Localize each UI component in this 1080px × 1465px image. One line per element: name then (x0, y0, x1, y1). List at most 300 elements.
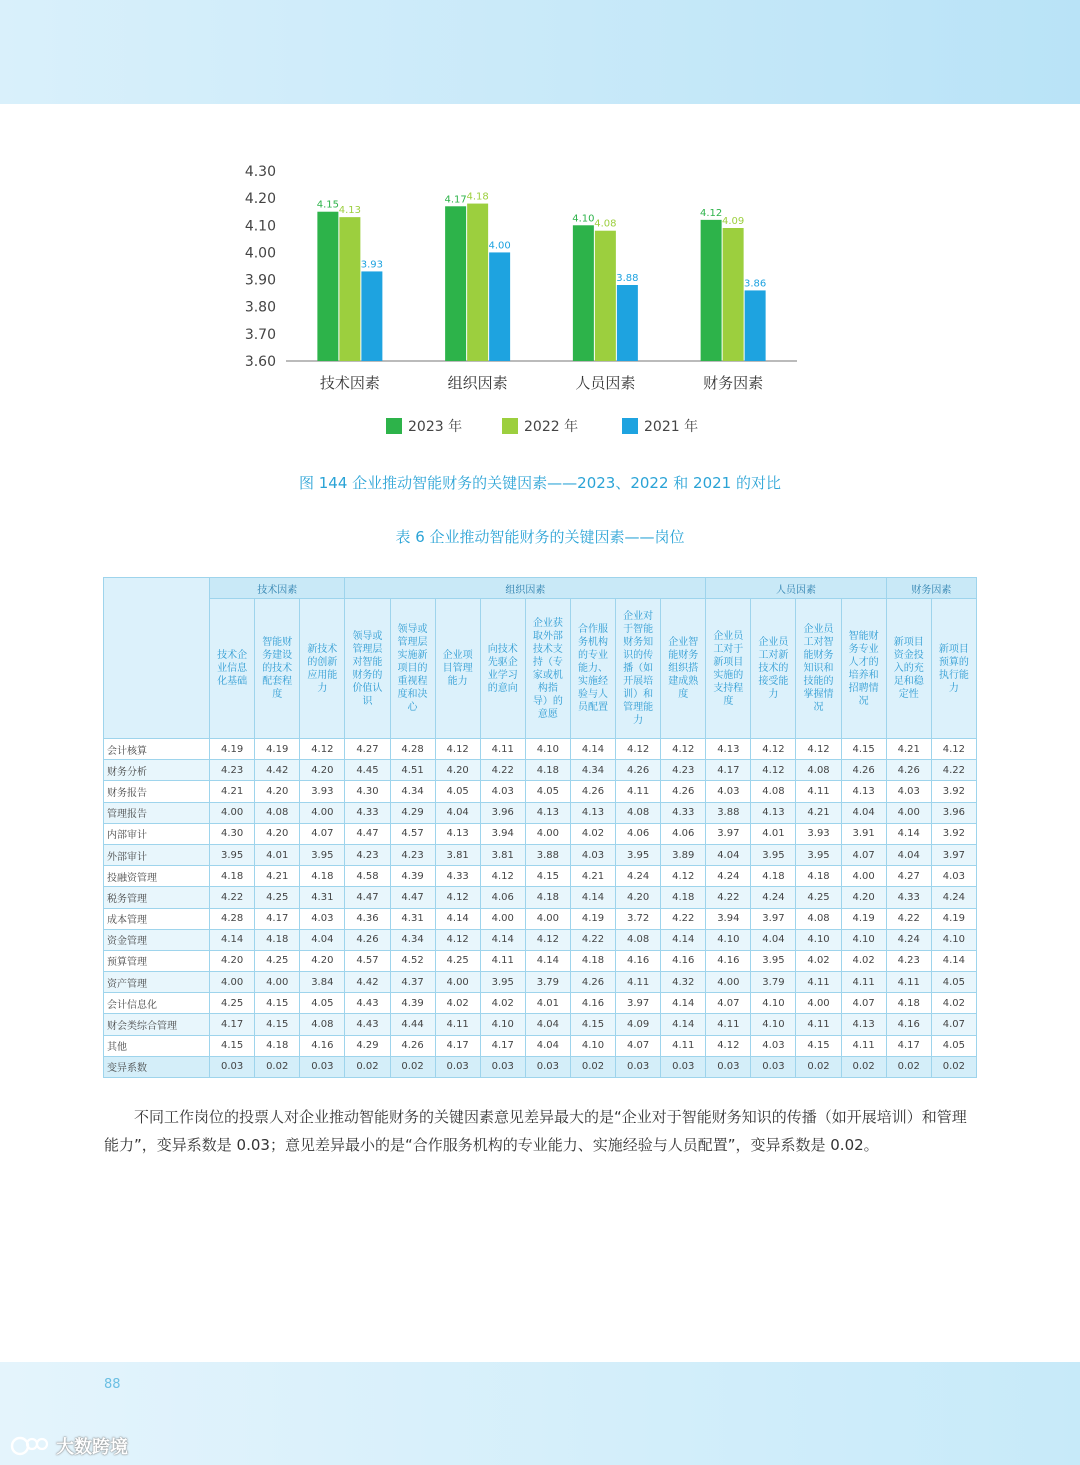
y-tick-label: 4.20 (244, 191, 276, 208)
table-cell: 4.19 (570, 908, 615, 929)
table-cell: 0.03 (616, 1056, 661, 1077)
table-cell: 4.23 (345, 844, 390, 865)
table-column-label (390, 599, 435, 739)
table-cell: 0.02 (570, 1056, 615, 1077)
column-label-text: 领导或管理层对智能财务的价值认识 (352, 630, 383, 707)
table-cell: 4.16 (570, 993, 615, 1014)
row-label: 会计信息化 (104, 993, 210, 1014)
table-cell: 4.42 (255, 760, 300, 781)
column-label-text: 企业员工对于新项目实施的支持程度 (713, 630, 744, 707)
table-cell: 3.81 (480, 844, 525, 865)
table-cell: 4.02 (931, 993, 976, 1014)
table-cell: 3.96 (480, 802, 525, 823)
y-tick-label: 3.90 (244, 272, 276, 289)
table-cell: 4.32 (661, 972, 706, 993)
table-cell: 3.97 (751, 908, 796, 929)
table-group-label: 财务因素 (886, 578, 976, 599)
table-row (104, 781, 977, 802)
table-cell: 4.16 (300, 1035, 345, 1056)
table-cell: 4.27 (886, 866, 931, 887)
table-cell: 4.10 (751, 1014, 796, 1035)
table-cell: 4.12 (751, 739, 796, 760)
table-cell: 4.11 (796, 972, 841, 993)
table-cell: 4.12 (435, 929, 480, 950)
table-cell: 4.11 (841, 1035, 886, 1056)
table-cell: 4.03 (751, 1035, 796, 1056)
table-cell: 4.20 (616, 887, 661, 908)
table-cell: 3.97 (706, 823, 751, 844)
row-label: 内部审计 (104, 823, 210, 844)
table-cell: 0.03 (525, 1056, 570, 1077)
bar-2-2 (617, 285, 638, 361)
table-cell: 4.03 (300, 908, 345, 929)
table-cell: 4.07 (300, 823, 345, 844)
table-cell: 3.93 (796, 823, 841, 844)
table-cell: 0.02 (931, 1056, 976, 1077)
table-cell: 4.17 (480, 1035, 525, 1056)
legend-swatch (502, 418, 518, 434)
table-cell: 4.31 (390, 908, 435, 929)
table-cell: 4.00 (210, 972, 255, 993)
table-cell: 4.09 (616, 1014, 661, 1035)
x-tick-label: 财务因素 (703, 374, 764, 392)
table-cell: 4.25 (435, 950, 480, 971)
table-cell: 4.19 (841, 908, 886, 929)
table-cell: 3.95 (300, 844, 345, 865)
table-cell: 0.03 (300, 1056, 345, 1077)
table-cell: 4.04 (841, 802, 886, 823)
table-cell: 4.08 (796, 908, 841, 929)
table-cell: 4.12 (706, 1035, 751, 1056)
table-cell: 4.20 (255, 823, 300, 844)
row-label: 财务分析 (104, 760, 210, 781)
y-tick-label: 3.60 (244, 354, 276, 370)
x-tick-label: 技术因素 (319, 374, 380, 392)
table-cell: 4.14 (661, 1014, 706, 1035)
cv-row (104, 1056, 977, 1077)
bar-chart (230, 150, 810, 450)
table-cell: 4.23 (661, 760, 706, 781)
table-cell: 4.16 (706, 950, 751, 971)
table-cell: 4.08 (616, 929, 661, 950)
table-row (104, 908, 977, 929)
bar-value-label: 3.86 (743, 278, 767, 290)
table-cell: 4.06 (661, 823, 706, 844)
table-cell: 4.14 (661, 993, 706, 1014)
table-cell: 4.13 (570, 802, 615, 823)
table-cell: 4.12 (661, 739, 706, 760)
table-cell: 4.12 (300, 739, 345, 760)
table-cell: 4.04 (525, 1035, 570, 1056)
table-cell: 4.15 (255, 993, 300, 1014)
table-column-label (661, 599, 706, 739)
bar-value-label: 3.93 (360, 259, 384, 271)
table-cell: 4.05 (435, 781, 480, 802)
table-cell: 4.25 (255, 950, 300, 971)
table-cell: 3.95 (480, 972, 525, 993)
table-cell: 4.29 (390, 802, 435, 823)
table-cell: 4.14 (661, 929, 706, 950)
table-row (104, 972, 977, 993)
table-cell: 4.10 (841, 929, 886, 950)
table-cell: 4.20 (300, 950, 345, 971)
table-cell: 4.18 (796, 866, 841, 887)
table-cell: 4.34 (570, 760, 615, 781)
table-cell: 4.52 (390, 950, 435, 971)
table-title: 表 6 企业推动智能财务的关键因素——岗位 (395, 528, 685, 546)
table-cell: 4.14 (480, 929, 525, 950)
table-cell: 0.03 (661, 1056, 706, 1077)
table-cell: 3.92 (931, 781, 976, 802)
table-cell: 0.03 (480, 1056, 525, 1077)
table-cell: 4.27 (345, 739, 390, 760)
table-cell: 4.00 (525, 823, 570, 844)
table-cell: 0.03 (706, 1056, 751, 1077)
legend-label: 2022 年 (524, 419, 579, 435)
bar-value-label: 4.17 (444, 194, 467, 206)
table-cell: 0.02 (255, 1056, 300, 1077)
table-column-label (616, 599, 661, 739)
table-cell: 4.12 (796, 739, 841, 760)
row-label: 资产管理 (104, 972, 210, 993)
table-cell: 4.10 (706, 929, 751, 950)
x-tick-label: 人员因素 (575, 374, 636, 392)
table-cell: 4.25 (796, 887, 841, 908)
legend-label: 2023 年 (408, 419, 463, 435)
table-cell: 3.79 (525, 972, 570, 993)
table-cell: 0.02 (796, 1056, 841, 1077)
table-cell: 4.18 (751, 866, 796, 887)
table-cell: 4.34 (390, 781, 435, 802)
bar-0-0 (317, 212, 338, 361)
table-cell: 3.95 (796, 844, 841, 865)
table-cell: 4.14 (570, 887, 615, 908)
table-cell: 4.08 (255, 802, 300, 823)
row-label: 变异系数 (104, 1056, 210, 1077)
table-cell: 4.00 (480, 908, 525, 929)
y-tick-label: 4.30 (244, 164, 276, 180)
table-cell: 4.18 (255, 929, 300, 950)
table-cell: 4.19 (931, 908, 976, 929)
table-corner-cell (104, 578, 210, 739)
table-cell: 4.08 (616, 802, 661, 823)
y-tick-label: 3.80 (244, 299, 276, 316)
bar-value-label: 4.12 (699, 207, 723, 219)
table-column-label (796, 599, 841, 739)
column-label-text: 企业对于智能财务知识的传播（如开展培训）和管理能力 (623, 611, 654, 726)
table-group-label: 技术因素 (210, 578, 345, 599)
table-cell: 4.26 (345, 929, 390, 950)
table-cell: 4.15 (525, 866, 570, 887)
table-cell: 4.31 (300, 887, 345, 908)
table-cell: 4.51 (390, 760, 435, 781)
table-cell: 4.18 (886, 993, 931, 1014)
row-label: 预算管理 (104, 950, 210, 971)
table-cell: 0.02 (886, 1056, 931, 1077)
table-cell: 4.21 (886, 739, 931, 760)
data-table (103, 577, 977, 1078)
table-column-label (751, 599, 796, 739)
table-cell: 3.96 (931, 802, 976, 823)
table-column-header (104, 599, 977, 739)
table-cell: 4.05 (931, 1035, 976, 1056)
table-column-label (435, 599, 480, 739)
table-cell: 3.84 (300, 972, 345, 993)
table-cell: 3.81 (435, 844, 480, 865)
table-cell: 4.00 (706, 972, 751, 993)
table-cell: 4.05 (931, 972, 976, 993)
table-cell: 4.22 (480, 760, 525, 781)
footer-band (0, 1362, 1080, 1465)
table-cell: 4.24 (616, 866, 661, 887)
column-label-text: 领导或管理层实施新项目的重视程度和决心 (397, 624, 428, 713)
table-cell: 4.07 (841, 844, 886, 865)
bar-1-3 (723, 228, 744, 361)
table-cell: 4.25 (210, 993, 255, 1014)
table-cell: 4.02 (480, 993, 525, 1014)
table-cell: 4.30 (345, 781, 390, 802)
bar-2-1 (489, 252, 510, 361)
bar-1-1 (467, 204, 488, 361)
table-cell: 4.23 (886, 950, 931, 971)
table-cell: 4.12 (751, 760, 796, 781)
table-cell: 4.20 (300, 760, 345, 781)
row-label: 其他 (104, 1035, 210, 1056)
row-label: 会计核算 (104, 739, 210, 760)
table-cell: 3.97 (616, 993, 661, 1014)
table-cell: 4.57 (345, 950, 390, 971)
table-row (104, 760, 977, 781)
body-paragraph: 不同工作岗位的投票人对企业推动智能财务的关键因素意见差异最大的是“企业对于智能财务知识的传播（如开展培训）和管理能力”，变异系数是 0.03；意见差异最小的是“合作服务机构的专业能力、实施经验与人员配置”，变异系数是 0.02。 (104, 1108, 967, 1154)
table-cell: 4.18 (661, 887, 706, 908)
table-row (104, 844, 977, 865)
bar-value-label: 4.00 (488, 240, 511, 252)
row-label: 投融资管理 (104, 866, 210, 887)
table-cell: 4.26 (661, 781, 706, 802)
table-cell: 4.01 (525, 993, 570, 1014)
table-cell: 4.00 (435, 972, 480, 993)
table-cell: 4.22 (706, 887, 751, 908)
table-cell: 4.06 (616, 823, 661, 844)
logo-icon (10, 1434, 50, 1458)
table-cell: 4.13 (841, 1014, 886, 1035)
row-label: 外部审计 (104, 844, 210, 865)
table-cell: 3.95 (751, 844, 796, 865)
table-cell: 4.01 (255, 844, 300, 865)
table-cell: 4.15 (841, 739, 886, 760)
table-cell: 3.95 (616, 844, 661, 865)
table-cell: 4.00 (210, 802, 255, 823)
table-cell: 4.14 (886, 823, 931, 844)
table-cell: 4.13 (435, 823, 480, 844)
table-cell: 4.08 (751, 781, 796, 802)
bar-value-label: 4.10 (572, 213, 595, 225)
table-cell: 4.33 (886, 887, 931, 908)
table-cell: 4.08 (300, 1014, 345, 1035)
y-tick-label: 4.10 (244, 218, 276, 235)
row-label: 税务管理 (104, 887, 210, 908)
table-cell: 4.07 (931, 1014, 976, 1035)
table-cell: 4.15 (796, 1035, 841, 1056)
table-cell: 4.28 (390, 739, 435, 760)
table-cell: 4.43 (345, 993, 390, 1014)
table-cell: 4.10 (931, 929, 976, 950)
table-cell: 4.21 (210, 781, 255, 802)
legend-swatch (622, 418, 638, 434)
table-cell: 4.04 (751, 929, 796, 950)
table-cell: 4.11 (616, 972, 661, 993)
table-cell: 4.17 (210, 1014, 255, 1035)
table-cell: 4.19 (255, 739, 300, 760)
table-row (104, 866, 977, 887)
column-label-text: 新项目预算的执行能力 (938, 643, 969, 694)
table-cell: 4.00 (300, 802, 345, 823)
table-cell: 3.95 (210, 844, 255, 865)
table-cell: 4.11 (480, 950, 525, 971)
table-cell: 4.10 (751, 993, 796, 1014)
table-cell: 3.88 (525, 844, 570, 865)
table-cell: 4.03 (570, 844, 615, 865)
table-cell: 3.88 (706, 802, 751, 823)
table-cell: 4.58 (345, 866, 390, 887)
table-cell: 4.36 (345, 908, 390, 929)
table-cell: 4.12 (661, 866, 706, 887)
table-cell: 4.03 (480, 781, 525, 802)
table-group-label: 组织因素 (345, 578, 706, 599)
table-cell: 4.33 (661, 802, 706, 823)
header-band (0, 0, 1080, 104)
brand-logo (10, 1432, 128, 1460)
table-group-header (104, 578, 977, 599)
table-cell: 4.04 (886, 844, 931, 865)
table-cell: 3.72 (616, 908, 661, 929)
table-cell: 4.02 (435, 993, 480, 1014)
table-cell: 4.18 (210, 866, 255, 887)
table-cell: 4.03 (931, 866, 976, 887)
bar-value-label: 3.88 (616, 273, 639, 284)
table-cell: 4.11 (796, 781, 841, 802)
table-cell: 3.89 (661, 844, 706, 865)
table-cell: 4.29 (345, 1035, 390, 1056)
table-cell: 4.12 (435, 887, 480, 908)
column-label-text: 技术企业信息化基础 (217, 650, 248, 687)
bar-value-label: 4.09 (721, 216, 745, 227)
table-cell: 4.00 (841, 866, 886, 887)
table-cell: 4.26 (616, 760, 661, 781)
table-cell: 4.18 (525, 887, 570, 908)
table-cell: 0.03 (435, 1056, 480, 1077)
table-cell: 4.11 (616, 781, 661, 802)
table-row (104, 1014, 977, 1035)
table-cell: 4.18 (570, 950, 615, 971)
table-cell: 4.34 (390, 929, 435, 950)
page-number: 88 (104, 1377, 121, 1392)
table-cell: 0.02 (345, 1056, 390, 1077)
table-cell: 4.04 (525, 1014, 570, 1035)
table-cell: 4.21 (255, 866, 300, 887)
table-cell: 4.26 (570, 972, 615, 993)
column-label-text: 企业项目管理能力 (442, 650, 473, 687)
table-cell: 4.04 (706, 844, 751, 865)
table-cell: 4.43 (345, 1014, 390, 1035)
column-label-text: 新技术的创新应用能力 (307, 643, 338, 694)
column-label-text: 企业员工对智能财务知识和技能的掌握情况 (803, 624, 834, 713)
table-cell: 4.16 (616, 950, 661, 971)
table-cell: 3.92 (931, 823, 976, 844)
bar-0-1 (445, 206, 466, 361)
table-cell: 4.33 (435, 866, 480, 887)
row-label: 成本管理 (104, 908, 210, 929)
table-cell: 4.47 (390, 887, 435, 908)
table-cell: 4.12 (616, 739, 661, 760)
bar-value-label: 4.13 (338, 205, 362, 217)
table-cell: 4.17 (706, 760, 751, 781)
table-cell: 4.22 (210, 887, 255, 908)
table-group-label: 人员因素 (706, 578, 886, 599)
table-cell: 3.95 (751, 950, 796, 971)
table-cell: 4.15 (210, 1035, 255, 1056)
bar-1-2 (595, 231, 616, 361)
table-row (104, 802, 977, 823)
table-cell: 4.11 (435, 1014, 480, 1035)
table-row (104, 993, 977, 1014)
table-cell: 4.20 (255, 781, 300, 802)
table-cell: 4.11 (706, 1014, 751, 1035)
table-cell: 4.12 (480, 866, 525, 887)
table-column-label (570, 599, 615, 739)
table-cell: 4.26 (570, 781, 615, 802)
table-cell: 4.14 (435, 908, 480, 929)
table-column-label (480, 599, 525, 739)
table-cell: 4.11 (796, 1014, 841, 1035)
table-cell: 4.10 (570, 1035, 615, 1056)
table-row (104, 739, 977, 760)
table-cell: 3.91 (841, 823, 886, 844)
table-cell: 4.00 (525, 908, 570, 929)
table-cell: 4.18 (300, 866, 345, 887)
table-cell: 4.05 (525, 781, 570, 802)
table-row (104, 929, 977, 950)
table-column-label (210, 599, 255, 739)
table-cell: 3.97 (931, 844, 976, 865)
table-cell: 4.20 (841, 887, 886, 908)
table-cell: 4.44 (390, 1014, 435, 1035)
table-row (104, 1035, 977, 1056)
table-cell: 4.00 (255, 972, 300, 993)
bar-2-3 (745, 290, 766, 361)
table-cell: 4.07 (616, 1035, 661, 1056)
bar-0-3 (701, 220, 722, 361)
table-cell: 0.02 (390, 1056, 435, 1077)
table-cell: 4.22 (931, 760, 976, 781)
table-cell: 4.39 (390, 866, 435, 887)
table-cell: 3.94 (706, 908, 751, 929)
table-cell: 4.23 (390, 844, 435, 865)
column-label-text: 向技术先驱企业学习的意向 (487, 643, 518, 694)
bar-1-0 (339, 217, 360, 361)
table-cell: 4.11 (886, 972, 931, 993)
table-cell: 4.14 (570, 739, 615, 760)
table-cell: 4.18 (525, 760, 570, 781)
bar-2-0 (361, 271, 382, 361)
table-cell: 4.28 (210, 908, 255, 929)
table-column-label (255, 599, 300, 739)
table-cell: 4.03 (886, 781, 931, 802)
table-cell: 4.13 (751, 802, 796, 823)
table-column-label (345, 599, 390, 739)
table-cell: 4.26 (886, 760, 931, 781)
table-column-label (931, 599, 976, 739)
